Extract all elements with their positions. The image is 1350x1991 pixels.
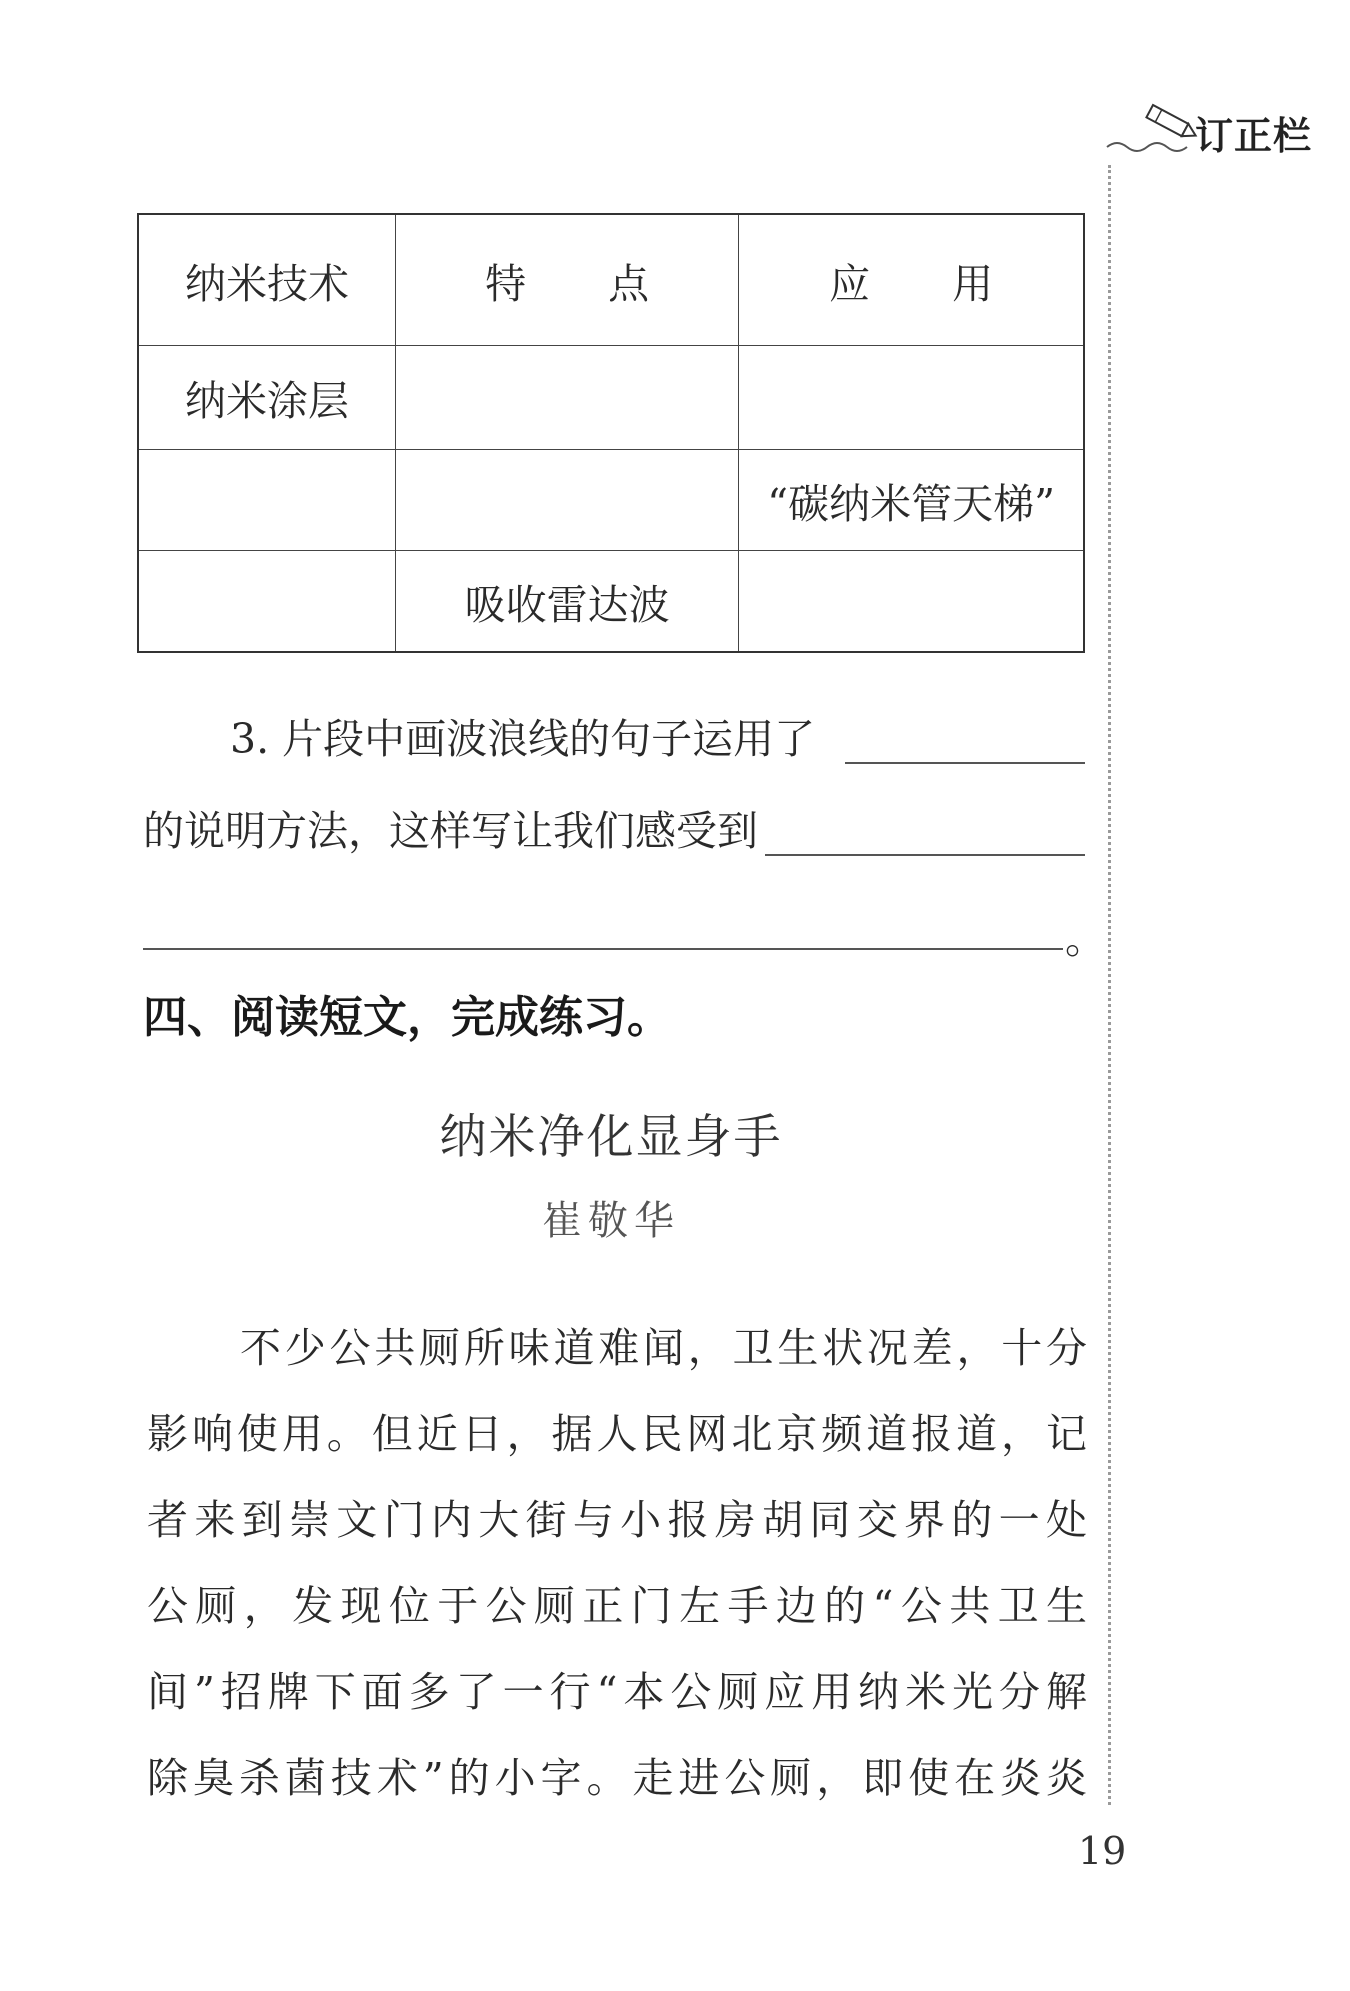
section-4-heading: 四、阅读短文，完成练习。 [143, 992, 671, 1043]
page-number: 19 [1078, 1829, 1127, 1873]
article-paragraph-line: 间”招牌下面多了一行“本公厕应用纳米光分解 [147, 1668, 1087, 1716]
table-header-cell: 应 用 [739, 214, 1084, 346]
article-title: 纳米净化显身手 [439, 1110, 783, 1165]
table-cell: 吸收雷达波 [396, 551, 739, 653]
table-row [138, 346, 1084, 450]
table-cell: 纳米涂层 [138, 346, 396, 450]
correction-column-header [1105, 95, 1340, 165]
answer-blank-2[interactable] [765, 854, 1085, 856]
table-answer-cell[interactable] [396, 450, 739, 551]
correction-column-divider [1108, 165, 1111, 1805]
question-3-text-part2: 的说明方法，这样写让我们感受到 [143, 807, 758, 855]
article-paragraph-line: 公厕，发现位于公厕正门左手边的“公共卫生 [147, 1582, 1087, 1630]
article-paragraph-line: 者来到崇文门内大街与小报房胡同交界的一处 [147, 1496, 1087, 1544]
table-row [138, 551, 1084, 653]
table-answer-cell[interactable] [739, 551, 1084, 653]
table-row [138, 450, 1084, 551]
table-answer-cell[interactable] [138, 551, 396, 653]
table-header-row [138, 214, 1084, 346]
article-paragraph-line: 不少公共厕所味道难闻，卫生状况差，十分 [240, 1324, 1087, 1372]
table-answer-cell[interactable] [138, 450, 396, 551]
question-3-end-mark: 。 [1065, 915, 1106, 963]
table-answer-cell[interactable] [396, 346, 739, 450]
article-paragraph-line: 除臭杀菌技术”的小字。走进公厕，即使在炎炎 [147, 1754, 1087, 1802]
answer-blank-3[interactable] [143, 948, 1063, 950]
correction-column-title: 订正栏 [1195, 114, 1313, 158]
article-paragraph-line: 影响使用。但近日，据人民网北京频道报道，记 [147, 1410, 1087, 1458]
question-3-text-part1: 3. 片段中画波浪线的句子运用了 [230, 715, 816, 763]
answer-blank-1[interactable] [845, 762, 1085, 764]
table-answer-cell[interactable] [739, 346, 1084, 450]
table-header-cell: 特 点 [396, 214, 739, 346]
table-cell: “碳纳米管天梯” [739, 450, 1084, 551]
article-author: 崔敬华 [542, 1198, 680, 1244]
nano-technology-table [137, 213, 1085, 653]
table-header-cell: 纳米技术 [138, 214, 396, 346]
